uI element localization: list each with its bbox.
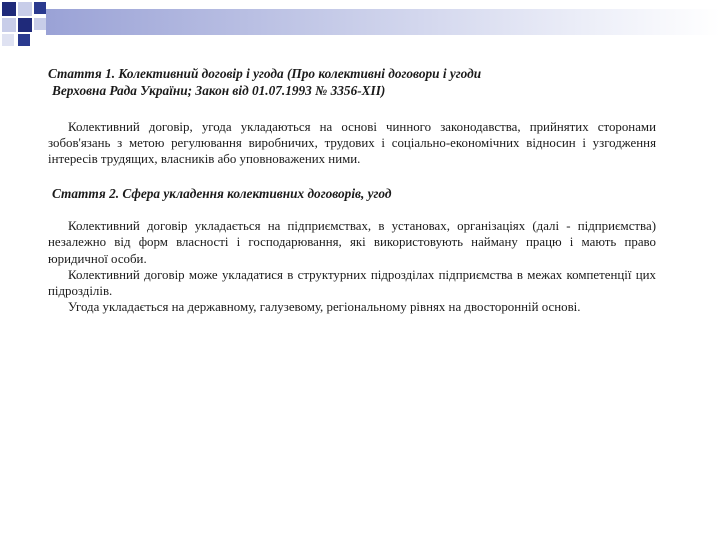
- slide-content: [48, 66, 656, 315]
- article-2-paragraph-3: Угода укладається на державному, галузевому, регіональному рівнях на двосторонній основі.: [68, 300, 581, 315]
- corner-square-light-4: [2, 34, 14, 46]
- header-gradient-banner: [46, 9, 720, 35]
- corner-square-navy-4: [18, 34, 30, 46]
- article-2-paragraph-1: Колективний договір укладається на підприємствах, в установах, організаціях (далі - підприємства) незалежно від форм власності і господарювання, які використовують найману працю і мають право юридичної особи.: [48, 219, 656, 266]
- article-1-paragraph-1: Колективний договір, угода укладаються на основі чинного законодавства, прийнятих сторонами зобов'язань з метою регулювання виробничих, трудових і соціально-економічних відносин і узгодження інтересів трудящих, власників або уповноважених ними.: [48, 120, 656, 167]
- corner-square-navy-3: [18, 18, 32, 32]
- article-2-paragraph-2: Колективний договір може укладатися в структурних підрозділах підприємства в межах компетенції цих підрозділів.: [48, 267, 656, 298]
- article-1-title-line1: Стаття 1. Колективний договір і угода (Про колективні договори і угоди: [48, 66, 482, 81]
- corner-square-light-2: [2, 18, 16, 32]
- corner-square-navy-1: [2, 2, 16, 16]
- corner-square-light-3: [34, 18, 46, 30]
- article-1-heading: [48, 66, 656, 99]
- corner-square-navy-2: [34, 2, 46, 14]
- slide-corner-decoration: [0, 0, 720, 60]
- article-2-heading: Стаття 2. Сфера укладення колективних договорів, угод: [52, 185, 392, 201]
- article-1-title-line2: Верховна Рада України; Закон від 01.07.1993 № 3356-XII): [52, 82, 386, 98]
- corner-square-light-1: [18, 2, 32, 16]
